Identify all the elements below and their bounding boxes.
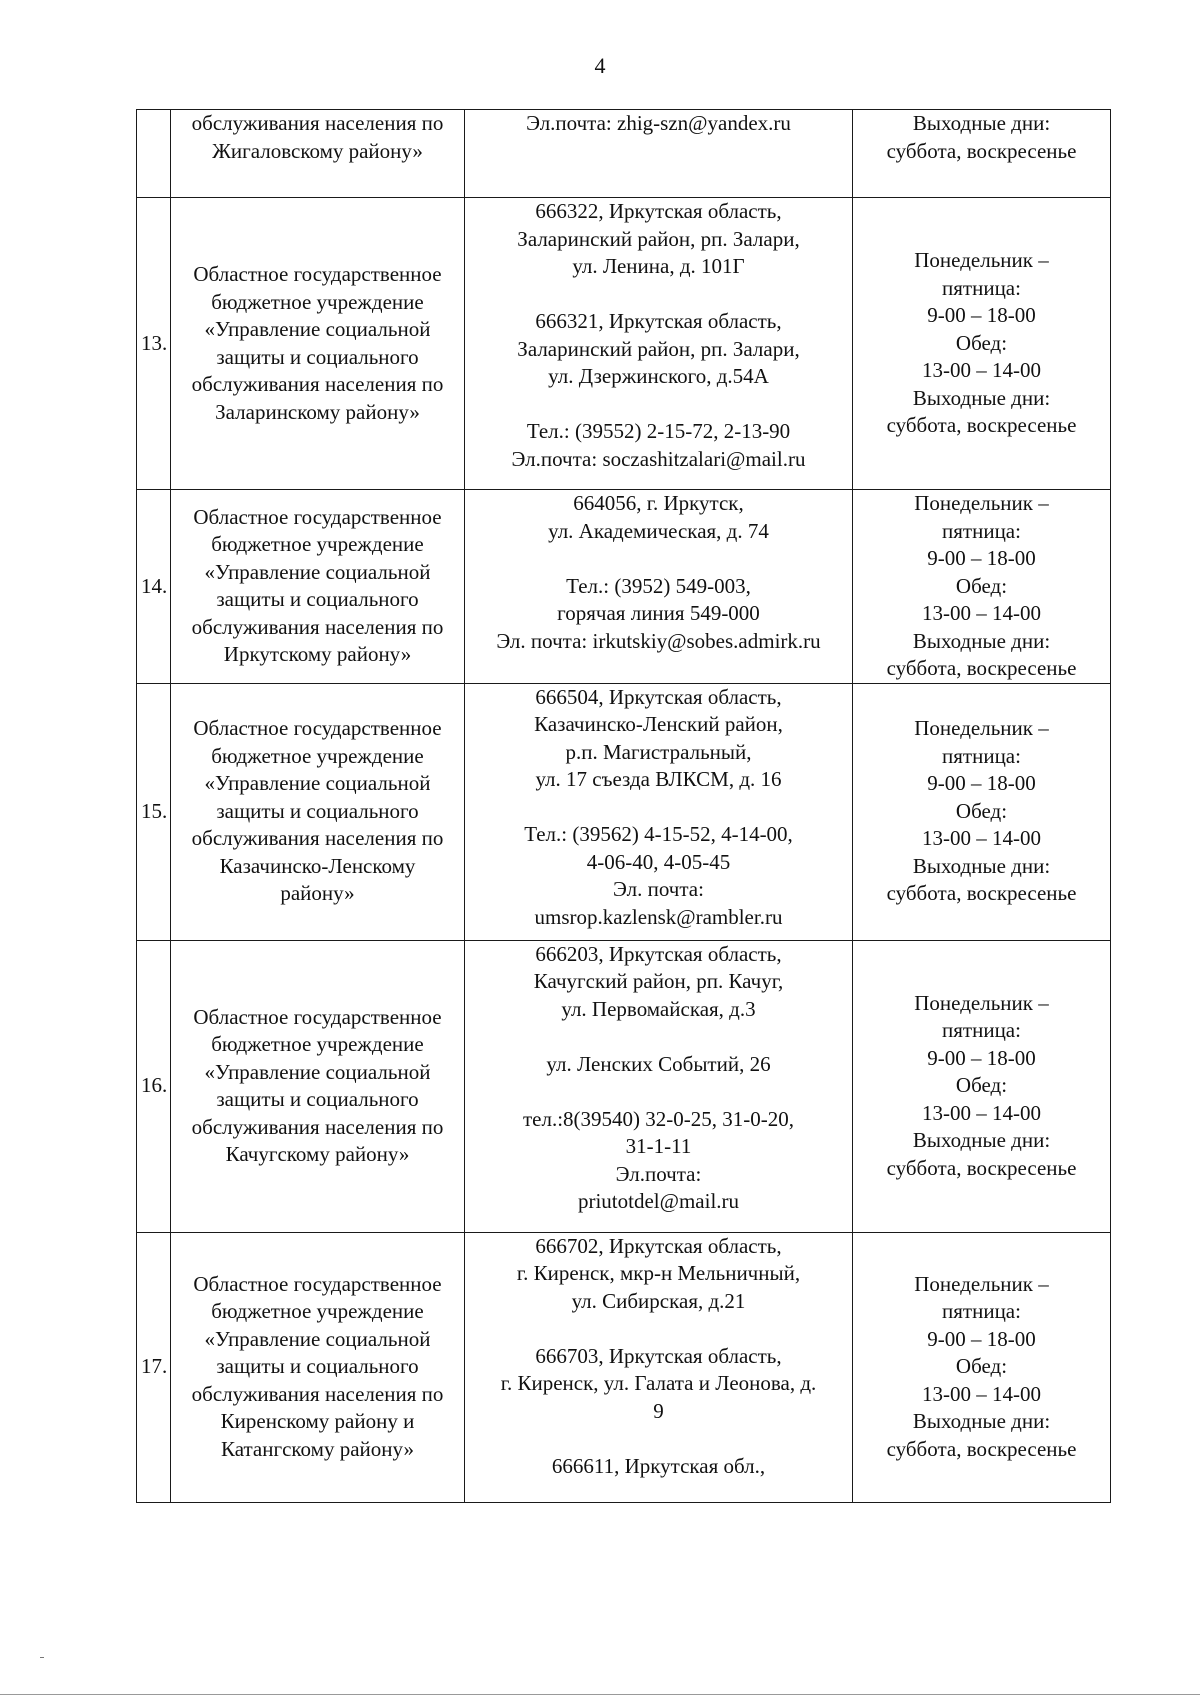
institution-contacts: 666322, Иркутская область, Заларинский район, рп. Залари, ул. Ленина, д. 101Г 666321, Иркутская область, Заларинский район, рп. Залари, ул. Дзержинского, д.54А Тел.: (39552) 2-15-72, 2-13-90 Эл.почта: soczashitzalari@mail.ru bbox=[465, 198, 853, 490]
institution-name: Областное государственное бюджетное учреждение «Управление социальной защиты и социального обслуживания населения по Киренскому району и Катангскому району» bbox=[171, 1232, 465, 1502]
table-row bbox=[137, 110, 1111, 198]
working-hours: Понедельник – пятница: 9-00 – 18-00 Обед: 13-00 – 14-00 Выходные дни: суббота, воскресенье bbox=[853, 1232, 1111, 1502]
row-number: 17. bbox=[137, 1232, 171, 1502]
working-hours: Понедельник – пятница: 9-00 – 18-00 Обед: 13-00 – 14-00 Выходные дни: суббота, воскресенье bbox=[853, 683, 1111, 940]
institution-contacts: 666702, Иркутская область, г. Киренск, мкр-н Мельничный, ул. Сибирская, д.21 666703, Иркутская область, г. Киренск, ул. Галата и Леонова, д. 9 666611, Иркутская обл., bbox=[465, 1232, 853, 1502]
working-hours: Выходные дни: суббота, воскресенье bbox=[853, 110, 1111, 198]
institution-name: Областное государственное бюджетное учреждение «Управление социальной защиты и социального обслуживания населения по Иркутскому району» bbox=[171, 490, 465, 684]
institution-name: обслуживания населения по Жигаловскому району» bbox=[171, 110, 465, 198]
row-number: 15. bbox=[137, 683, 171, 940]
scan-artifact bbox=[40, 1657, 44, 1658]
working-hours: Понедельник – пятница: 9-00 – 18-00 Обед: 13-00 – 14-00 Выходные дни: суббота, воскресенье bbox=[853, 198, 1111, 490]
institution-name: Областное государственное бюджетное учреждение «Управление социальной защиты и социального обслуживания населения по Заларинскому району» bbox=[171, 198, 465, 490]
table-row bbox=[137, 198, 1111, 490]
table-row bbox=[137, 683, 1111, 940]
institution-contacts: 666504, Иркутская область, Казачинско-Ленский район, р.п. Магистральный, ул. 17 съезда ВЛКСМ, д. 16 Тел.: (39562) 4-15-52, 4-14-00, 4-06-40, 4-05-45 Эл. почта: umsrop.kazlensk@rambler.ru bbox=[465, 683, 853, 940]
working-hours: Понедельник – пятница: 9-00 – 18-00 Обед: 13-00 – 14-00 Выходные дни: суббота, воскресенье bbox=[853, 490, 1111, 684]
row-number: 14. bbox=[137, 490, 171, 684]
table-row bbox=[137, 490, 1111, 684]
table-row bbox=[137, 940, 1111, 1232]
institution-contacts: 664056, г. Иркутск, ул. Академическая, д. 74 Тел.: (3952) 549-003, горячая линия 549-000 Эл. почта: irkutskiy@sobes.admirk.ru bbox=[465, 490, 853, 684]
institution-contacts: 666203, Иркутская область, Качугский район, рп. Качуг, ул. Первомайская, д.3 ул. Ленских Событий, 26 тел.:8(39540) 32-0-25, 31-0-20, 31-1-11 Эл.почта: priutotdel@mail.ru bbox=[465, 940, 853, 1232]
row-number: 16. bbox=[137, 940, 171, 1232]
institutions-table bbox=[136, 109, 1111, 1503]
institution-contacts: Эл.почта: zhig-szn@yandex.ru bbox=[465, 110, 853, 198]
scan-edge bbox=[0, 1694, 1200, 1695]
table-row bbox=[137, 1232, 1111, 1502]
row-number: 13. bbox=[137, 198, 171, 490]
institution-name: Областное государственное бюджетное учреждение «Управление социальной защиты и социального обслуживания населения по Казачинско-Ленскому району» bbox=[171, 683, 465, 940]
page-number: 4 bbox=[594, 53, 606, 78]
row-number bbox=[137, 110, 171, 198]
working-hours: Понедельник – пятница: 9-00 – 18-00 Обед: 13-00 – 14-00 Выходные дни: суббота, воскресенье bbox=[853, 940, 1111, 1232]
institution-name: Областное государственное бюджетное учреждение «Управление социальной защиты и социального обслуживания населения по Качугскому району» bbox=[171, 940, 465, 1232]
